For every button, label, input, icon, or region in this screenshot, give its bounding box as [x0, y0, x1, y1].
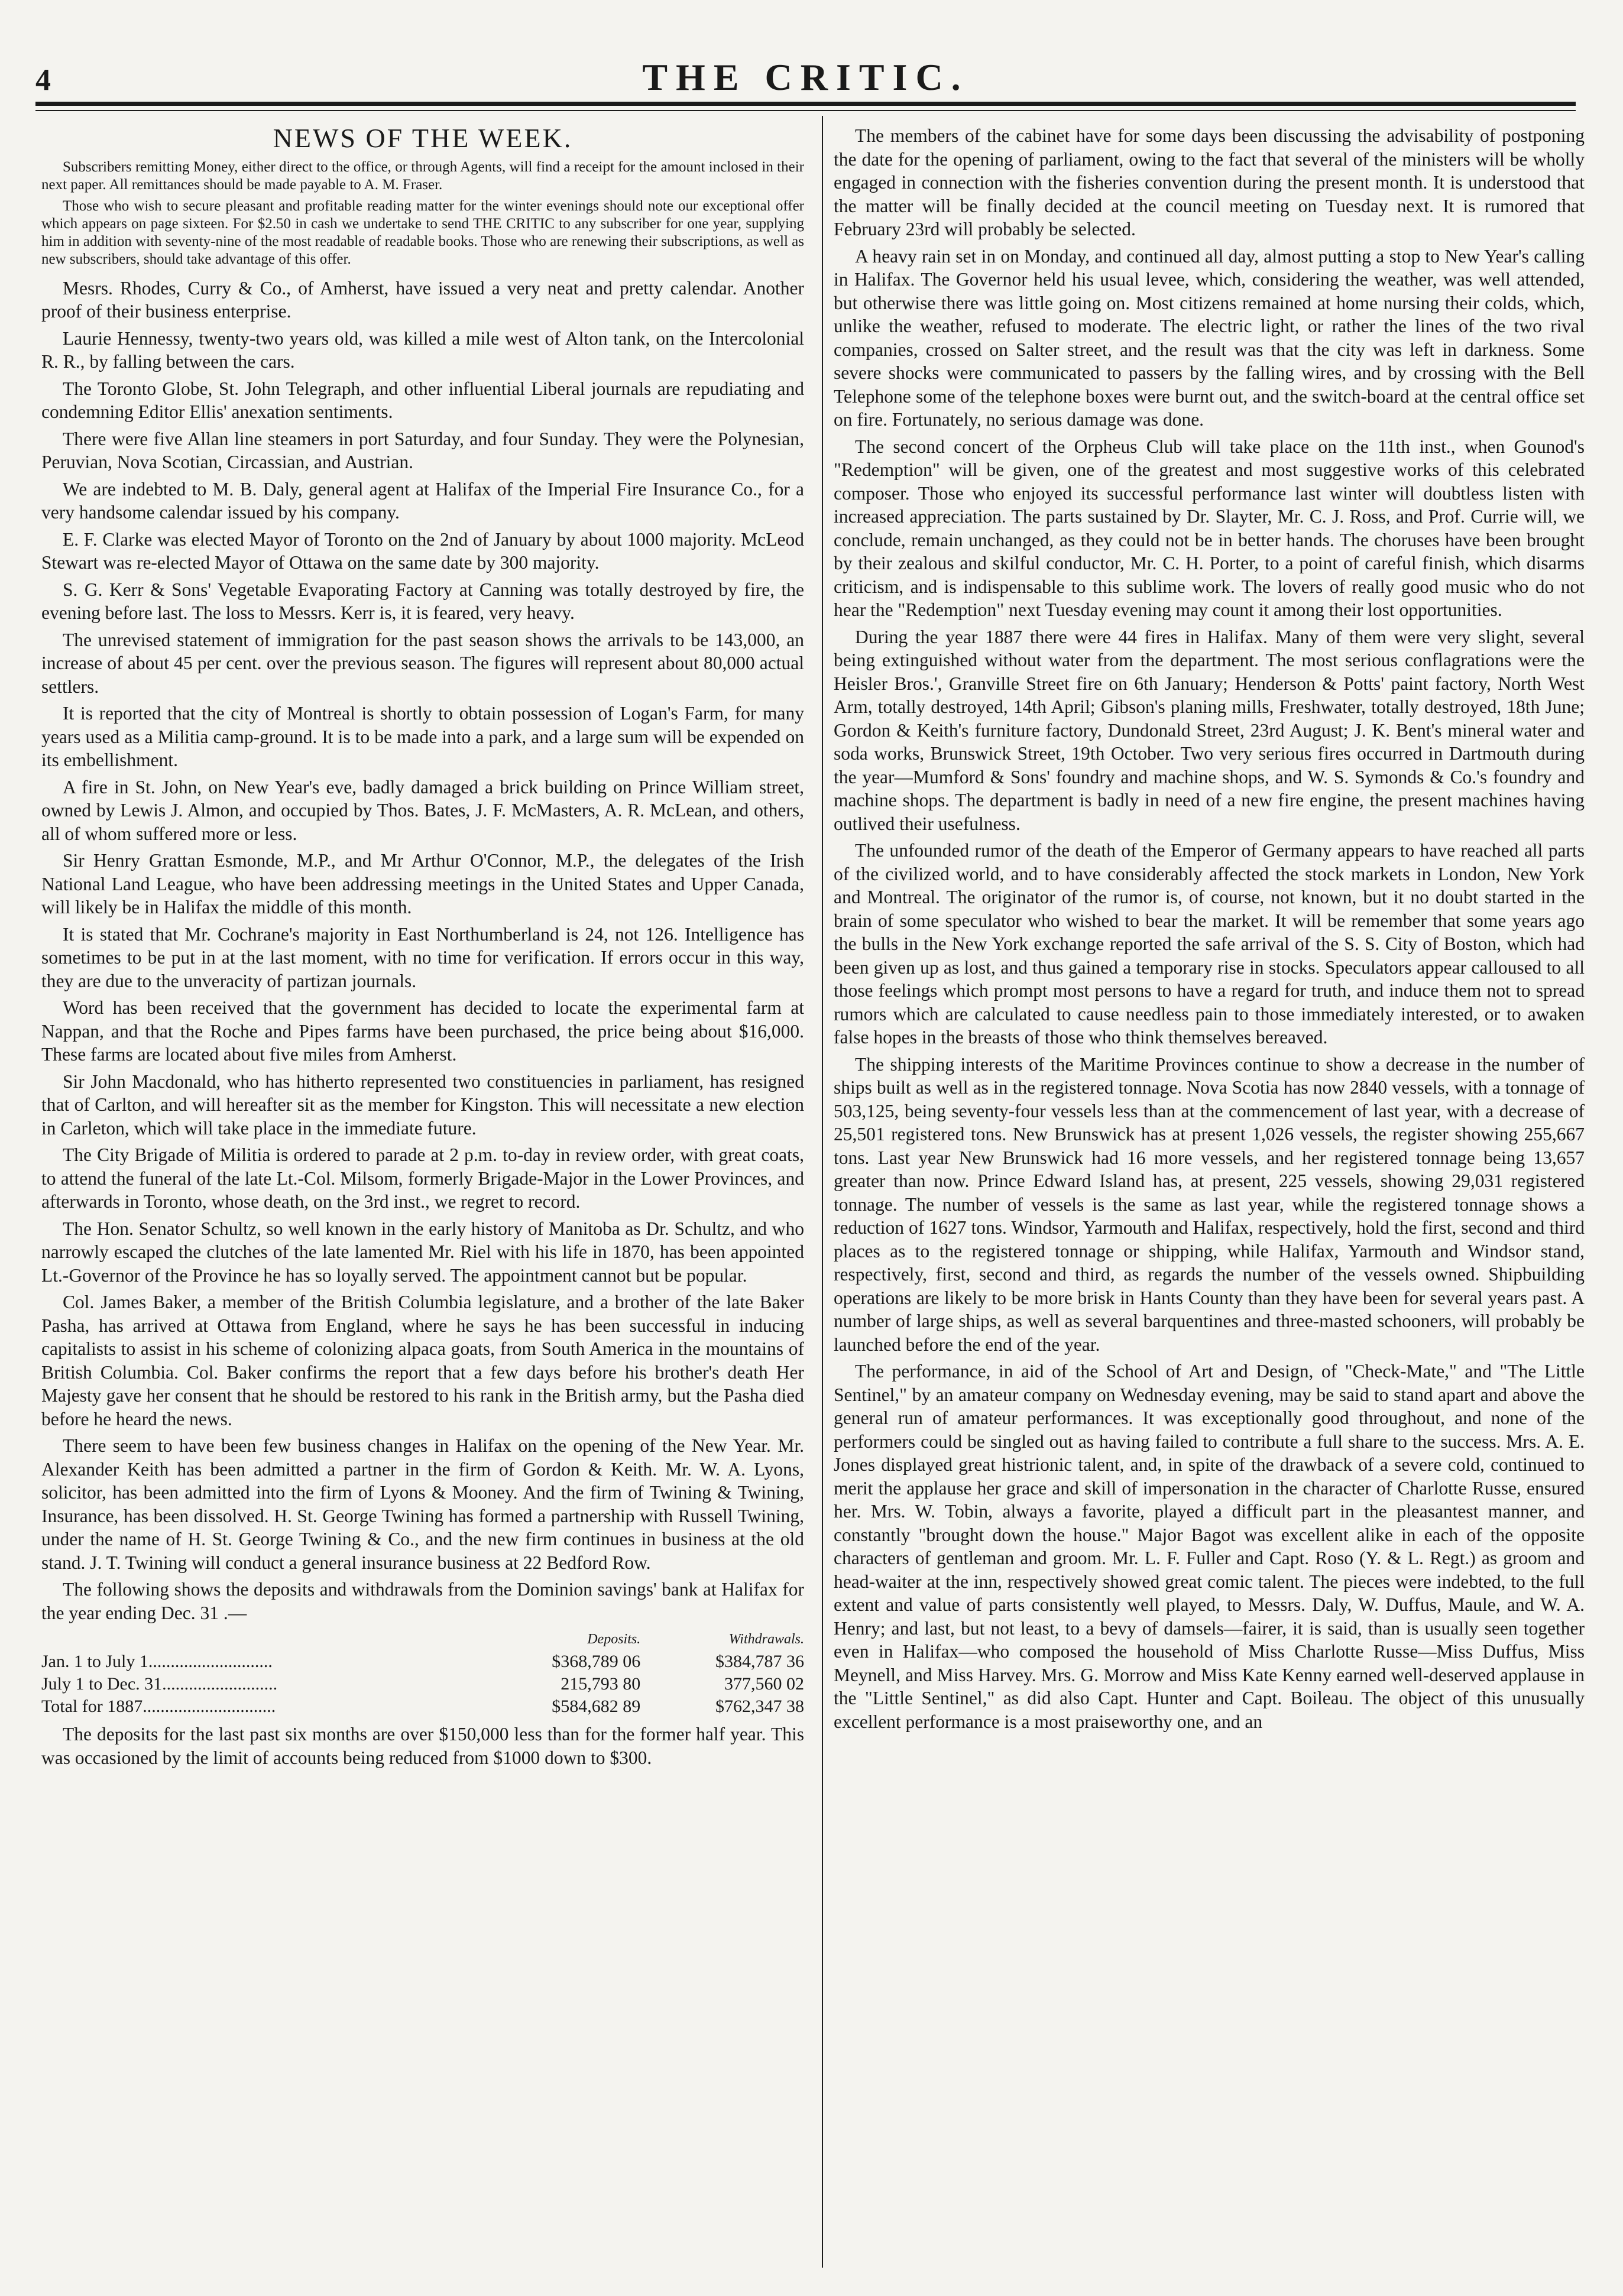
table-row — [41, 1673, 804, 1695]
news-paragraph: The City Brigade of Militia is ordered to parade at 2 p.m. to-day in review order, with great coats, to attend the funeral of the late Lt.-Col. Milsom, formerly Brigade-Major in the Lower Provinces, and afterwards in Toronto, whose death, on the 3rd inst., we regret to record. — [41, 1144, 804, 1212]
table-row — [41, 1695, 804, 1718]
deposits-cell: 215,793 80 — [561, 1674, 641, 1694]
news-paragraph: Sir Henry Grattan Esmonde, M.P., and Mr Arthur O'Connor, M.P., the delegates of the Irish National Land League, who have been addressing meetings in the United States and Upper Canada, will likely be in Halifax the middle of this month. — [41, 850, 804, 917]
table-row — [41, 1650, 804, 1673]
news-paragraph: It is reported that the city of Montreal is shortly to obtain possession of Logan's Farm, for many years used as a Militia camp-ground. It is to be made into a park, and a large sum will be expended on its embellishment. — [41, 703, 804, 770]
notice-paragraph: Those who wish to secure pleasant and profitable reading matter for the winter evenings should note our exceptional offer which appears on page sixteen. For $2.50 in cash we undertake to send THE CRITIC to any subscriber for one year, supplying him in addition with seventy-nine of the most readable of readable books. Those who are renewing their subscriptions, as well as new subscribers, should take advantage of this offer. — [41, 197, 804, 267]
news-paragraph: A heavy rain set in on Monday, and continued all day, almost putting a stop to New Year's calling in Halifax. The Governor held his usual levee, which, considering the weather, was well attended, but otherwise there was little going on. Most citizens remained at home nursing their colds, which, unlike the weather, refused to moderate. The electric light, or rather the lines of the two rival companies, crossed on Salter street, and the result was that the city was left in darkness. Some severe shocks were communicated to passers by the falling wires, and by crossing with the Bell Telephone some of the telephone boxes were burnt out, and the switch-board at the central office set on fire. Fortunately, no serious damage was done. — [834, 245, 1585, 430]
news-paragraph: Word has been received that the government has decided to locate the experimental farm at Nappan, and that the Roche and Pipes farms have been purchased, the price being about $16,000. These farms are located about five miles from Amherst. — [41, 997, 804, 1065]
news-paragraph: The members of the cabinet have for some days been discussing the advisability of postponing the date for the opening of parliament, owing to the fact that several of the ministers will be wholly engaged in connection with the fisheries convention during the present month. It is understood that the matter will be finally decided at the council meeting on Tuesday next. It is rumored that February 23rd will probably be selected. — [834, 125, 1585, 239]
news-paragraph: The unrevised statement of immigration for the past season shows the arrivals to be 143,000, an increase of about 45 per cent. over the previous season. The figures will represent about 80,000 actual settlers. — [41, 629, 804, 697]
header-rule-thin — [35, 110, 1576, 111]
news-paragraph: The shipping interests of the Maritime Provinces continue to show a decrease in the number of ships built as well as in the registered tonnage. Nova Scotia has now 2840 vessels, with a tonnage of 503,125, being seventy-four vessels less than at the commencement of last year, with a decrease of 25,501 registered tons. New Brunswick has at present 1,026 vessels, the register showing 255,667 tons. Last year New Brunswick had 16 more vessels, and her registered tonnage being 13,657 greater than now. Prince Edward Island has, at present, 225 vessels, showing 29,031 registered tonnage. The number of vessels is the same as last year, while the registered tonnage shows a reduction of 1627 tons. Windsor, Yarmouth and Halifax, respectively, hold the first, second and third places as to the registered tonnage or shipping, while Halifax, Yarmouth and Windsor stand, respectively, first, second and third, as regards the number of the vessels owned. Shipbuilding operations are likely to be more brisk in Hants County than they have been for several years past. A number of large ships, as well as several barquentines and three-masted schooners, will probably be launched before the end of the year. — [834, 1053, 1585, 1355]
news-paragraph: There were five Allan line steamers in port Saturday, and four Sunday. They were the Polynesian, Peruvian, Nova Scotian, Circassian, and Austrian. — [41, 428, 804, 472]
column-divider — [822, 116, 823, 2268]
header-rule-thick — [35, 102, 1576, 106]
news-paragraph: A fire in St. John, on New Year's eve, badly damaged a brick building on Prince William street, owned by Lewis J. Almon, and occupied by Thos. Bates, J. F. McMasters, A. R. McLean, and others, all of whom suffered more or less. — [41, 776, 804, 844]
news-paragraph: We are indebted to M. B. Daly, general agent at Halifax of the Imperial Fire Insurance Co., for a very handsome calendar issued by his company. — [41, 478, 804, 523]
news-paragraph: The following shows the deposits and withdrawals from the Dominion savings' bank at Halifax for the year ending Dec. 31 .— — [41, 1579, 804, 1623]
left-column — [41, 124, 804, 2264]
notice-paragraph: Subscribers remitting Money, either direct to the office, or through Agents, will find a receipt for the amount inclosed in their next paper. All remittances should be made payable to A. M. Fraser. — [41, 158, 804, 193]
period-cell: Total for 1887.............................. — [41, 1697, 276, 1716]
page-number: 4 — [35, 63, 51, 97]
news-paragraph: The Hon. Senator Schultz, so well known in the early history of Manitoba as Dr. Schultz, and who narrowly escaped the clutches of the late lamented Mr. Riel with his life in 1870, has been appointed Lt.-Governor of the Province he has so loyally served. The appointment cannot but be popular. — [41, 1218, 804, 1286]
table-header-row — [41, 1628, 804, 1650]
period-cell: Jan. 1 to July 1............................ — [41, 1652, 273, 1671]
table-header-cell: Withdrawals. — [728, 1632, 804, 1647]
news-paragraph: Mesrs. Rhodes, Curry & Co., of Amherst, have issued a very neat and pretty calendar. Another proof of their business enterprise. — [41, 277, 804, 322]
deposits-cell: $368,789 06 — [552, 1652, 641, 1671]
page-header — [35, 52, 1576, 109]
news-paragraph: It is stated that Mr. Cochrane's majority in East Northumberland is 24, not 126. Intelligence has sometimes to be put in at the last moment, with no time for verification. If errors occur in this way, they are due to the unveracity of partizan journals. — [41, 923, 804, 991]
news-paragraph: Col. James Baker, a member of the British Columbia legislature, and a brother of the late Baker Pasha, has arrived at Ottawa from England, where he says he has been successful in inducing capitalists to assist in his scheme of colonizing alpaca goats, from South America in the mountains of British Columbia. Col. Baker confirms the report that a few days before his brother's death Her Majesty gave her consent that he should be restored to his rank in the British army, but the Pasha died before he heard the news. — [41, 1292, 804, 1429]
news-paragraph: During the year 1887 there were 44 fires in Halifax. Many of them were very slight, several being extinguished without water from the department. The most serious conflagrations were the Heisler Bros.', Granville Street fire on 6th January; Henderson & Potts' paint factory, North West Arm, totally destroyed, 14th April; Gibson's planing mills, Freshwater, totally destroyed, 18th June; Gordon & Keith's furniture factory, Dundonald Street, 23rd August; J. K. Bent's mineral water and soda works, Brunswick Street, 19th October. Two very serious fires occurred in Dartmouth during the year—Mumford & Sons' foundry and machine shops, and W. S. Symonds & Co.'s foundry and machine shops. The department is badly in need of a new fire engine, the present machines having outlived their usefulness. — [834, 626, 1585, 834]
news-paragraph: The deposits for the last past six months are over $150,000 less than for the former half year. This was occasioned by the limit of accounts being reduced from $1000 down to $300. — [41, 1724, 804, 1768]
news-paragraph: The unfounded rumor of the death of the Emperor of Germany appears to have reached all parts of the civilized world, and to have considerably affected the stock markets in London, New York and Montreal. The originator of the rumor is, of course, not known, but it no doubt started in the brain of some speculator who wished to bear the market. It will be remember that some years ago the bulls in the New York exchange reported the safe arrival of the S. S. City of Boston, which had been given up as lost, and thus gained a temporary rise in stocks. Speculators appear calloused to all those feelings which prompt most persons to have a regard for truth, and induce them not to spread rumors which are calculated to cause needless pain to those immediately interested, or to awaken false hopes in the breasts of those who think themselves bereaved. — [834, 840, 1585, 1048]
masthead: THE CRITIC. — [642, 56, 969, 98]
news-paragraph: The second concert of the Orpheus Club will take place on the 11th inst., when Gounod's "Redemption" will be given, one of the greatest and most suggestive works of this celebrated composer. Those who enjoyed its successful performance last winter will doubtless listen with increased appreciation. The parts sustained by Dr. Slayter, Mr. C. J. Ross, and Prof. Currie will, we conclude, remain unchanged, as they could not be in better hands. The choruses have been brought by their zealous and skilful conductor, Mr. C. H. Porter, to a point of careful finish, which disarms criticism, and is indispensable to this sublime work. The lovers of really good music who do not hear the "Redemption" next Tuesday evening may count it among their lost opportunities. — [834, 436, 1585, 620]
withdrawals-cell: $762,347 38 — [715, 1697, 804, 1716]
subscriber-notices — [41, 158, 804, 268]
right-column — [834, 124, 1585, 2264]
withdrawals-cell: $384,787 36 — [715, 1652, 804, 1671]
withdrawals-cell: 377,560 02 — [724, 1674, 804, 1694]
savings-bank-table — [41, 1628, 804, 1718]
news-paragraph: S. G. Kerr & Sons' Vegetable Evaporating Factory at Canning was totally destroyed by fire, the evening before last. The loss to Messrs. Kerr is, it is feared, very heavy. — [41, 579, 804, 623]
news-paragraph: There seem to have been few business changes in Halifax on the opening of the New Year. Mr. Alexander Keith has been admitted a partner in the firm of Gordon & Keith. Mr. W. A. Lyons, solicitor, has been admitted into the firm of Lyons & Mooney. And the firm of Twining & Twining, Insurance, has been dissolved. H. St. George Twining has formed a partnership with Russell Twining, under the name of H. St. George Twining & Co., and the new firm continues in business at the old stand. J. T. Twining will conduct a general insurance business at 22 Bedford Row. — [41, 1435, 804, 1573]
table-header-cell — [41, 1628, 477, 1650]
news-paragraph: The performance, in aid of the School of Art and Design, of "Check-Mate," and "The Little Sentinel," by an amateur company on Wednesday evening, may be said to stand apart and above the general run of amateur performances. It was exceptionally good throughout, and none of the performers could be singled out as having failed to contribute a full share to the success. Mrs. A. E. Jones displayed great histrionic talent, and, in spite of the drawback of a severe cold, continued to merit the applause her grace and skill of impersonation in the character of Charlotte Russe, ensured her. Mrs. W. Tobin, always a favorite, played a difficult part in the pleasantest manner, and constantly "brought down the house." Major Bagot was excellent alike in each of the opposite characters of gentleman and groom. Mr. L. F. Fuller and Capt. Roso (Y. & L. Regt.) as groom and head-waiter at the inn, respectively showed great comic talent. The pieces were indebted, to the full extent and value of parts consistently well played, to Messrs. Daly, W. Duffus, Maule, and W. A. Henry; and last, but not least, to a bevy of damsels—fairer, it is said, than is usually seen together even in Halifax—who composed the household of Miss Charlotte Russe—Miss Duffus, Miss Meynell, and Miss Harvey. Mrs. G. Morrow and Miss Kate Kenny earned well-deserved applause in the "Little Sentinel," as did also Capt. Hunter and Capt. Boileau. The object of this unusually excellent performance is a most praiseworthy one, and an — [834, 1361, 1585, 1732]
news-paragraph: Sir John Macdonald, who has hitherto represented two constituencies in parliament, has resigned that of Carlton, and will hereafter sit as the member for Kingston. This will necessitate a new election in Carleton, which will take place in the immediate future. — [41, 1071, 804, 1139]
table-header-cell: Deposits. — [587, 1632, 641, 1647]
deposits-cell: $584,682 89 — [552, 1697, 641, 1716]
news-paragraph: Laurie Hennessy, twenty-two years old, was killed a mile west of Alton tank, on the Intercolonial R. R., by falling between the cars. — [41, 327, 804, 372]
news-paragraph: The Toronto Globe, St. John Telegraph, and other influential Liberal journals are repudiating and condemning Editor Ellis' anexation sentiments. — [41, 378, 804, 422]
period-cell: July 1 to Dec. 31.......................... — [41, 1674, 278, 1694]
section-title: NEWS OF THE WEEK. — [273, 124, 573, 153]
news-paragraph: E. F. Clarke was elected Mayor of Toronto on the 2nd of January by about 1000 majority. McLeod Stewart was re-elected Mayor of Ottawa on the same date by 300 majority. — [41, 528, 804, 573]
